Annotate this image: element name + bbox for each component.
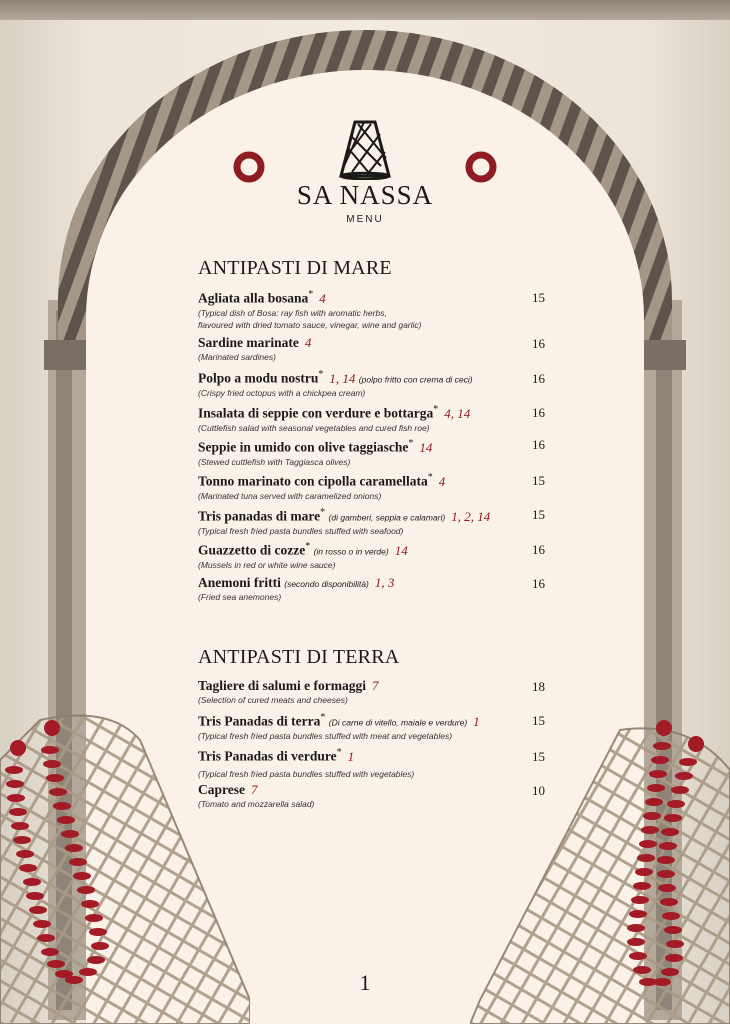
menu-item: [198, 541, 548, 571]
menu-item: [198, 472, 548, 502]
item-price: 15: [532, 473, 545, 488]
item-price: 16: [532, 576, 545, 591]
item-star: *: [320, 712, 326, 723]
item-name: Tris panadas di mare: [198, 508, 321, 524]
item-price: 15: [532, 749, 545, 764]
item-description: (Tomato and mozzarella salad): [198, 799, 315, 809]
item-description: (Stewed cuttlefish with Taggiasca olives): [198, 456, 351, 467]
item-star: *: [320, 507, 326, 518]
item-name: Caprese: [198, 782, 245, 797]
item-allergens: 1, 2, 14: [451, 508, 491, 524]
item-price: 15: [532, 290, 545, 305]
item-description: (Selection of cured meats and cheeses): [198, 695, 348, 705]
item-description: (Typical dish of Bosa: ray fish with aromatic herbs,: [198, 307, 387, 318]
item-allergens: 7: [251, 782, 258, 797]
item-price: 16: [532, 336, 545, 351]
item-name: Sardine marinate: [198, 335, 299, 350]
menu-subtitle: MENU: [346, 214, 384, 225]
item-price: 16: [532, 437, 545, 452]
menu-item: [198, 369, 548, 399]
left-ring-ornament: [233, 151, 265, 183]
menu-item: [198, 575, 548, 603]
item-star: *: [408, 438, 414, 449]
item-name: Tris Panadas di terra: [198, 713, 321, 729]
item-note: (polpo fritto con crema di ceci): [358, 374, 473, 385]
item-allergens: 4: [438, 473, 446, 489]
item-name: Insalata di seppie con verdure e bottarga: [198, 405, 434, 421]
item-name: Guazzetto di cozze: [198, 542, 306, 558]
section-title-mare: ANTIPASTI DI MARE: [198, 257, 392, 279]
item-note: (secondo disponibilità): [284, 579, 369, 589]
item-allergens: 7: [372, 678, 379, 693]
item-allergens: 14: [419, 439, 433, 455]
item-description: (Mussels in red or white wine sauce): [198, 559, 336, 570]
item-note: (di gamberi, seppia e calamari): [328, 512, 446, 523]
item-price: 10: [532, 783, 545, 798]
item-star: *: [433, 404, 439, 415]
right-ring-ornament: [465, 151, 497, 183]
item-allergens: 1, 3: [374, 575, 395, 590]
menu-item: [198, 507, 548, 537]
item-star: *: [308, 289, 314, 300]
fish-trap-icon: [334, 118, 396, 180]
item-description: (Typical fresh fried pasta bundles stuffed with seafood): [198, 525, 404, 536]
item-allergens: 1: [473, 713, 480, 729]
menu-item: [198, 438, 548, 468]
menu-item: [198, 335, 548, 363]
menu-item: [198, 404, 548, 434]
item-description: (Fried sea anemones): [198, 592, 282, 602]
item-star: *: [427, 472, 433, 483]
item-allergens: 1, 14: [329, 370, 356, 386]
item-note: (Di carne di vitello, maiale e verdure): [328, 717, 468, 728]
section-title-terra: ANTIPASTI DI TERRA: [198, 646, 400, 668]
item-allergens: 4, 14: [444, 405, 471, 421]
item-name: Anemoni fritti: [198, 575, 281, 590]
item-price: 15: [532, 713, 545, 728]
item-star: *: [318, 369, 324, 380]
item-name: Tonno marinato con cipolla caramellata: [198, 473, 428, 489]
item-name: Agliata alla bosana: [198, 290, 309, 306]
item-allergens: 1: [347, 748, 355, 764]
menu-item: [198, 289, 548, 331]
item-description-2: flavoured with dried tomato sauce, vinegar, wine and garlic): [198, 319, 422, 330]
item-name: Seppie in umido con olive taggiasche: [198, 439, 409, 455]
item-name: Polpo a modu nostru: [198, 370, 319, 386]
item-name: Tris Panadas di verdure: [198, 748, 337, 764]
item-allergens: 4: [319, 290, 326, 306]
item-price: 16: [532, 371, 545, 386]
item-description: (Marinated tuna served with caramelized onions): [198, 490, 382, 501]
item-price: 16: [532, 405, 545, 420]
item-description: (Typical fresh fried pasta bundles stuffed with vegetables): [198, 768, 415, 779]
item-description: (Cuttlefish salad with seasonal vegetables and cured fish roe): [198, 422, 430, 433]
item-description: (Typical fresh fried pasta bundles stuffed with meat and vegetables): [198, 730, 453, 741]
item-description: (Crispy fried octopus with a chickpea cream): [198, 387, 366, 398]
item-price: 15: [532, 507, 545, 522]
item-description: (Marinated sardines): [198, 352, 276, 362]
nassa-logo: [0, 118, 730, 184]
item-star: *: [336, 747, 342, 758]
page-number: 1: [359, 970, 371, 995]
item-note: (in rosso o in verde): [313, 546, 389, 557]
restaurant-name: SA NASSA: [296, 180, 434, 210]
item-allergens: 4: [304, 335, 312, 350]
item-name: Tagliere di salumi e formaggi: [198, 678, 366, 693]
item-star: *: [305, 541, 311, 552]
item-allergens: 14: [394, 542, 408, 558]
item-price: 16: [532, 542, 545, 557]
item-price: 18: [532, 679, 545, 694]
